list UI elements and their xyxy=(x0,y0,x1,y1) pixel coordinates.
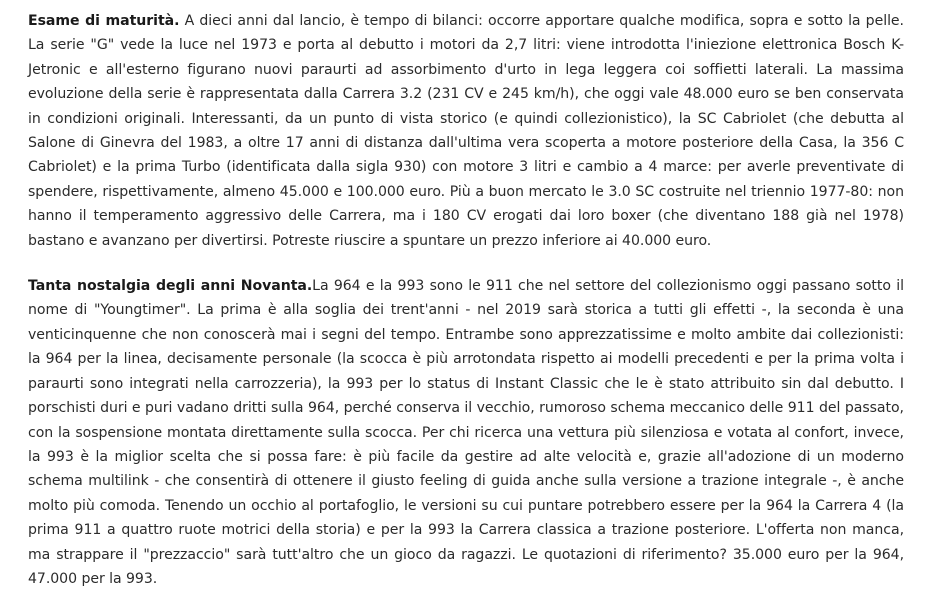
paragraph-lead-heading: Tanta nostalgia degli anni Novanta. xyxy=(28,278,313,295)
article-body xyxy=(28,9,904,591)
paragraph-lead-heading: Esame di maturità. xyxy=(28,13,180,29)
paragraph-esame-di-maturita xyxy=(28,9,904,253)
paragraph-text: A dieci anni dal lancio, è tempo di bilanci: occorre apportare qualche modifica, sopra e sotto la pelle. La serie "G" vede la luce nel 1973 e porta al debutto i motori da 2,7 litri: viene introdotta l'iniezione elettronica Bosch K-Jetronic e all'esterno figurano nuovi paraurti ad assorbimento d'urto in lega leggera coi soffietti laterali. La massima evoluzione della serie è rappresentata dalla Carrera 3.2 (231 CV e 245 km/h), che oggi vale 48.000 euro se ben conservata in condizioni originali. Interessanti, da un punto di vista storico (e quindi collezionistico), la SC Cabriolet (che debutta al Salone di Ginevra del 1983, a oltre 17 anni di distanza dall'ultima vera scoperta a motore posteriore della Casa, la 356 C Cabriolet) e la prima Turbo (identificata dalla sigla 930) con motore 3 litri e cambio a 4 marce: per averle preventivate di spendere, rispettivamente, almeno 45.000 e 100.000 euro. Più a buon mercato le 3.0 SC costruite nel triennio 1977-80: non hanno il temperamento aggressivo delle Carrera, ma i 180 CV erogati dai loro boxer (che diventano 188 già nel 1978) bastano e avanzano per divertirsi. Potreste riuscire a spuntare un prezzo inferiore ai 40.000 euro. xyxy=(28,13,904,249)
paragraph-text: La 964 e la 993 sono le 911 che nel settore del collezionismo oggi passano sotto il nome di "Youngtimer". La prima è alla soglia dei trent'anni - nel 2019 sarà storica a tutti gli effetti -, la seconda è una venticinquenne che non conoscerà mai i segni del tempo. Entrambe sono apprezzatissime e molto ambite dai collezionisti: la 964 per la linea, decisamente personale (la scocca è più arrotondata rispetto ai modelli precedenti e per la prima volta i paraurti sono integrati nella carrozzeria), la 993 per lo status di Instant Classic che le è stato attribuito sin dal debutto. I porschisti duri e puri vadano dritti sulla 964, perché conserva il vecchio, rumoroso schema meccanico delle 911 del passato, con la sospensione montata direttamente sulla scocca. Per chi ricerca una vettura più silenziosa e votata al confort, invece, la 993 è la miglior scelta che si possa fare: è più facile da gestire ad alte velocità e, grazie all'adozione di un moderno schema multilink - che consentirà di ottenere il giusto feeling di guida anche sulla versione a trazione integrale -, è anche molto più comoda. Tenendo un occhio al portafoglio, le versioni su cui puntare potrebbero essere per la 964 la Carrera 4 (la prima 911 a quattro ruote motrici della storia) e per la 993 la Carrera classica a trazione posteriore. L'offerta non manca, ma strappare il "prezzaccio" sarà tutt'altro che un gioco da ragazzi. Le quotazioni di riferimento? 35.000 euro per la 964, 47.000 per la 993. xyxy=(28,278,904,587)
paragraph-tanta-nostalgia xyxy=(28,274,904,591)
